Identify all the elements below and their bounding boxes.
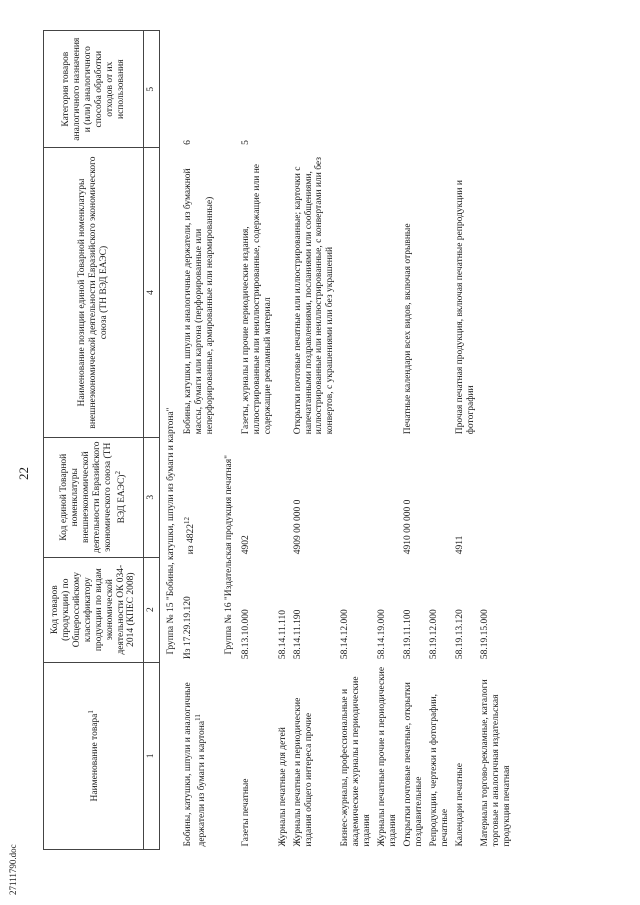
goods-table (43, 30, 515, 850)
row-tnved-code (338, 437, 375, 557)
row-name: Материалы торгово-рекламные, каталоги торговые и аналогичная издательская продукция печатная (480, 679, 513, 847)
row-tnved-name (478, 148, 515, 437)
header-tnved-name: Наименование позиции единой Товарной номенклатуры внешнеэкономической деятельности Евразийского экономического союза (ТН ВЭД ЕАЭС) (44, 148, 144, 437)
column-number: 4 (144, 148, 160, 437)
row-category (427, 31, 453, 148)
table-row (276, 31, 291, 850)
row-category (453, 31, 479, 148)
header-tnved-code: Код единой Товарной номенклатуры внешнеэкономической деятельности Евразийского экономического союза (ТН ВЭД ЕАЭС)$^2$ (44, 437, 144, 557)
row-name: Открытки почтовые печатные, открытки поздравительные (402, 682, 424, 847)
row-category: 5 (240, 140, 251, 145)
row-tnved-name (375, 148, 401, 437)
row-category (338, 31, 375, 148)
row-name: Репродукции, чертежи и фотографии, печатные (428, 694, 450, 847)
table-row (401, 31, 427, 850)
rotated-page (8, 20, 628, 880)
header-row (44, 31, 144, 850)
row-tnved-name (276, 148, 291, 437)
row-okpd-code: Из 17.29.19.120 (183, 596, 194, 660)
row-category (291, 31, 339, 148)
row-tnved-name: Бобины, катушки, шпули и аналогичные держатели, из бумажной массы, бумаги или картона (перфорированные или неперфорированные, армированные или неармированные) (183, 168, 216, 435)
column-number: 1 (144, 662, 160, 849)
header-name: Наименование товара$^1$ (44, 662, 144, 849)
row-okpd-code: 58.19.12.000 (428, 609, 439, 660)
row-tnved-code (375, 437, 401, 557)
table-row (375, 31, 401, 850)
row-tnved-code (276, 437, 291, 557)
row-name: Журналы печатные для детей (277, 727, 288, 847)
group-title-row (218, 31, 239, 850)
group-title-row (160, 31, 181, 850)
table-row (239, 31, 276, 850)
column-numbers-row (144, 31, 160, 850)
table-row (453, 31, 479, 850)
row-okpd-code: 58.19.11.100 (402, 609, 413, 660)
group-title: Группа № 15 "Бобины, катушки, шпули из бумаги и картона" (166, 407, 177, 655)
row-category (276, 31, 291, 148)
group-title: Группа № 16 "Издательская продукция печатная" (223, 455, 234, 655)
row-category (375, 31, 401, 148)
row-name: Календари печатные (454, 763, 465, 847)
row-category: 6 (183, 140, 194, 145)
table-row (427, 31, 453, 850)
doc-reference: 27111790.doc (8, 844, 18, 895)
table-row (181, 31, 218, 850)
row-tnved-name: Прочая печатная продукция, включая печатные репродукции и фотографии (454, 180, 476, 435)
row-tnved-code: 4909 00 000 0 (292, 499, 303, 555)
row-name: Журналы печатные и периодические издания общего интереса прочие (292, 697, 314, 847)
row-tnved-code: 4902 (240, 535, 251, 555)
row-okpd-code: 58.14.19.000 (377, 609, 388, 660)
page-number: 22 (16, 467, 31, 480)
row-tnved-code: 4911 (454, 535, 465, 555)
row-tnved-code: из 4822$^{12}$ (183, 517, 197, 555)
column-number: 5 (144, 31, 160, 148)
row-tnved-name: Открытки почтовые печатные или иллюстрированные; карточки с напечатанными поздравлениями, посланиями или сообщениями, иллюстрированные или неиллюстрированные, с конвертами или без конвертов, с украшениями или без украшений (292, 156, 336, 435)
row-tnved-code (478, 437, 515, 557)
row-tnved-name (427, 148, 453, 437)
row-okpd-code: 58.19.13.120 (454, 609, 465, 660)
row-name: Журналы печатные прочие и периодические издания (377, 666, 398, 847)
row-tnved-code (427, 437, 453, 557)
table-row (478, 31, 515, 850)
column-number: 3 (144, 437, 160, 557)
table-row (338, 31, 375, 850)
row-tnved-name: Печатные календари всех видов, включая отрывные (402, 223, 413, 435)
row-okpd-code: 58.19.15.000 (480, 609, 491, 660)
row-category (478, 31, 515, 148)
row-tnved-code: 4910 00 000 0 (402, 499, 413, 555)
row-name: Бизнес-журналы, профессиональные и академические журналы и периодические издания (340, 676, 373, 847)
row-okpd-code: 58.14.12.000 (340, 609, 351, 660)
row-okpd-code: 58.13.10.000 (240, 609, 251, 660)
header-okpd: Код товаров (продукции) по Общероссийскому классификатору продукции по видам экономической деятельности ОК 034-2014 (КПЕС 2008) (44, 557, 144, 662)
row-tnved-name: Газеты, журналы и прочие периодические издания, иллюстрированные или неиллюстрированные, содержащие или не содержащие рекламный материал (240, 164, 273, 435)
column-number: 2 (144, 557, 160, 662)
table-row (291, 31, 339, 850)
row-name: Бобины, катушки, шпули и аналогичные держатели из бумаги и картона$^{11}$ (183, 682, 208, 847)
row-name: Газеты печатные (240, 778, 251, 847)
row-category (401, 31, 427, 148)
row-okpd-code: 58.14.11.110 (277, 609, 288, 660)
header-category: Категория товаров аналогичного назначения и (или) аналогичного способа обработки отходов от их использования (44, 31, 144, 148)
row-okpd-code: 58.14.11.190 (292, 609, 303, 660)
row-tnved-name (338, 148, 375, 437)
